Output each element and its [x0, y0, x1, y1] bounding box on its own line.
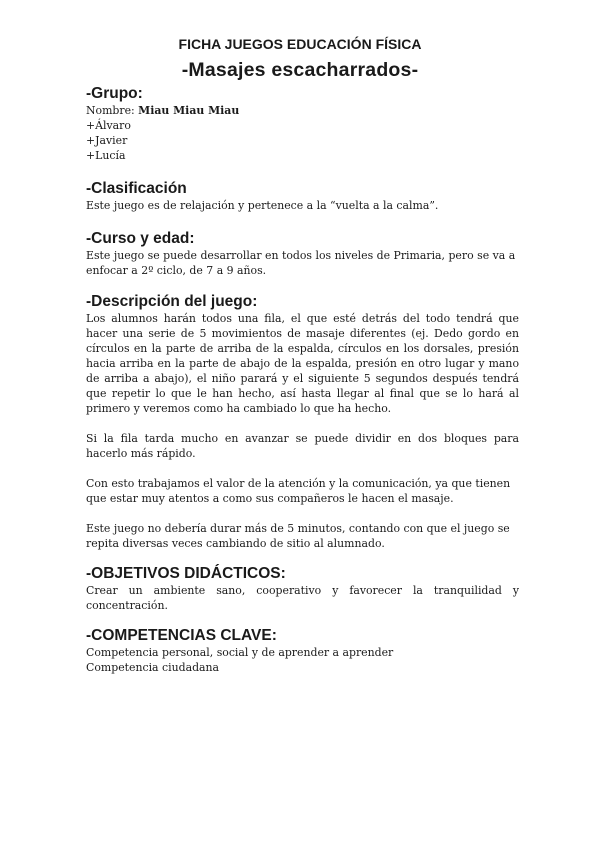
game-title: -Masajes escacharrados- [181, 59, 419, 81]
descripcion-paragraph: Si la fila tarda mucho en avanzar se puede dividir en dos bloques para hacerlo más rápido. [86, 432, 519, 460]
competencias-section [86, 626, 519, 675]
document-body [86, 84, 519, 675]
descripcion-section [86, 292, 519, 551]
group-name-value: Miau Miau Miau [138, 104, 240, 117]
clasificacion-heading: -Clasificación [86, 180, 187, 197]
objetivos-heading: -OBJETIVOS DIDÁCTICOS: [86, 565, 286, 582]
curso-heading: -Curso y edad: [86, 230, 195, 247]
clasificacion-text: Este juego es de relajación y pertenece a la “vuelta a la calma”. [86, 199, 439, 212]
competencia-item: Competencia ciudadana [86, 661, 220, 674]
descripcion-heading: -Descripción del juego: [86, 293, 258, 310]
objetivos-text: Crear un ambiente sano, cooperativo y favorecer la tranquilidad y concentración. [86, 584, 519, 612]
group-member: +Javier [86, 134, 128, 147]
descripcion-paragraph: Los alumnos harán todos una fila, el que esté detrás del todo tendrá que hacer una serie de 5 movimientos de masaje diferentes (ej. Dedo gordo en círculos en la parte de arriba de la espalda, círculos en los dorsales, presión hacia arriba en la parte de abajo de la espalda, presión en otro lugar y mano de arriba a abajo), el niño parará y el siguiente 5 segundos después tendrá que repetir lo que le han hecho, así hasta llegar al final que se lo hará al primero y veremos como ha cambiado lo que ha hecho. [86, 312, 519, 415]
curso-section [86, 229, 519, 278]
descripcion-paragraph: Con esto trabajamos el valor de la atención y la comunicación, ya que tienen que estar muy atentos a como sus compañeros le hacen el masaje. [86, 477, 511, 505]
competencia-item: Competencia personal, social y de aprender a aprender [86, 646, 394, 659]
grupo-section [86, 84, 519, 163]
group-member: +Lucía [86, 149, 126, 162]
group-name [86, 103, 519, 118]
competencias-heading: -COMPETENCIAS CLAVE: [86, 627, 277, 644]
document-title: FICHA JUEGOS EDUCACIÓN FÍSICA [178, 36, 422, 52]
group-member: +Álvaro [86, 119, 131, 132]
clasificacion-section [86, 179, 519, 213]
descripcion-paragraph: Este juego no debería durar más de 5 minutos, contando con que el juego se repita diversas veces cambiando de sitio al alumnado. [86, 522, 510, 550]
curso-text: Este juego se puede desarrollar en todos los niveles de Primaria, pero se va a enfocar a 2º ciclo, de 7 a 9 años. [86, 249, 516, 277]
grupo-heading: -Grupo: [86, 85, 143, 102]
group-name-label: Nombre: [86, 104, 139, 117]
objetivos-section [86, 564, 519, 613]
